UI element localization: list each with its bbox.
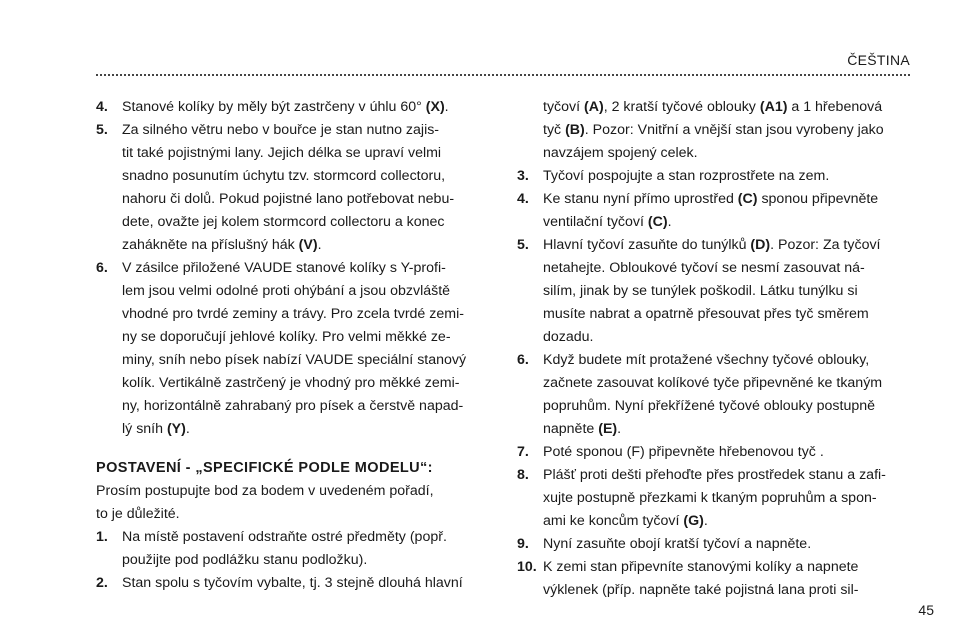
text-line: tyč (B). Pozor: Vnitřní a vnější stan jsou vyrobeny jako — [543, 122, 884, 138]
list-item — [517, 556, 915, 602]
text-line: musíte nabrat a opatrně přesouvat přes tyč směrem — [543, 306, 869, 322]
item-number: 5. — [517, 237, 529, 253]
text-line: Nyní zasuňte obojí kratší tyčoví a napněte. — [543, 536, 812, 552]
text-line: Za silného větru nebo v bouřce je stan nutno zajis- — [122, 122, 440, 138]
text-line: ventilační tyčoví (C). — [543, 214, 672, 230]
text-line: Plášť proti dešti přehoďte přes prostředek stanu a zafi- — [543, 467, 886, 483]
text-line: Stanové kolíky by měly být zastrčeny v úhlu 60° (X). — [122, 99, 449, 115]
instructions-list-top — [96, 96, 494, 441]
list-item — [517, 441, 915, 464]
section-intro — [96, 480, 494, 526]
item-number: 8. — [517, 467, 529, 483]
text-line: kolík. Vertikálně zastrčený je vhodný pro měkké zemi- — [122, 375, 460, 391]
list-item — [96, 96, 494, 119]
text-line: popruhům. Nyní překřížené tyčové oblouky postupně — [543, 398, 876, 414]
text-line: Ke stanu nyní přímo uprostřed (C) sponou připevněte — [543, 191, 879, 207]
text-line: K zemi stan připevníte stanovými kolíky a napnete — [543, 559, 859, 575]
text-line: Poté sponou (F) připevněte hřebenovou tyč . — [543, 444, 824, 460]
text-line: dozadu. — [543, 329, 594, 345]
text-line: zahákněte na příslušný hák (V). — [122, 237, 322, 253]
item-number: 4. — [96, 99, 108, 115]
item-number: 9. — [517, 536, 529, 552]
item-number: 1. — [96, 529, 108, 545]
text-line: to je důležité. — [96, 506, 180, 522]
text-line: použijte pod podlážku stanu podložku). — [122, 552, 368, 568]
section-heading: POSTAVENÍ - „SPECIFICKÉ PODLE MODELU“: — [96, 460, 433, 476]
list-item — [96, 257, 494, 441]
item-number: 6. — [517, 352, 529, 368]
item-number: 7. — [517, 444, 529, 460]
list-item — [517, 234, 915, 349]
text-line: lý sníh (Y). — [122, 421, 190, 437]
item-number: 5. — [96, 122, 108, 138]
text-line: navzájem spojený celek. — [543, 145, 698, 161]
text-line: ny se doporučují jehlové kolíky. Pro velmi měkké ze- — [122, 329, 451, 345]
text-line: Prosím postupujte bod za bodem v uvedeném pořadí, — [96, 483, 434, 499]
list-item — [517, 349, 915, 441]
text-line: xujte postupně přezkami k tkaným popruhům a spon- — [543, 490, 877, 506]
dotted-divider — [96, 74, 910, 76]
item-number: 10. — [517, 559, 537, 575]
text-line: Na místě postavení odstraňte ostré předměty (popř. — [122, 529, 447, 545]
text-line: tyčoví (A), 2 kratší tyčové oblouky (A1) a 1 hřebenová — [543, 99, 883, 115]
text-line: výklenek (příp. napněte také pojistná lana proti sil- — [543, 582, 859, 598]
continued-item-text — [517, 96, 915, 165]
text-line: ny, horizontálně zahrabaný pro písek a čerstvě napad- — [122, 398, 464, 414]
list-item — [517, 533, 915, 556]
language-label: ČEŠTINA — [847, 52, 910, 68]
item-number: 6. — [96, 260, 108, 276]
instructions-list-right — [517, 165, 915, 602]
text-line: netahejte. Obloukové tyčoví se nesmí zasouvat ná- — [543, 260, 865, 276]
text-line: Stan spolu s tyčovím vybalte, tj. 3 stejně dlouhá hlavní — [122, 575, 463, 591]
list-item — [517, 188, 915, 234]
text-line: lem jsou velmi odolné proti ohýbání a jsou obzvláště — [122, 283, 451, 299]
text-line: nahoru či dolů. Pokud pojistné lano potřebovat nebu- — [122, 191, 455, 207]
instructions-list-bottom — [96, 526, 494, 595]
right-column — [517, 96, 915, 602]
text-line: snadno posunutím úchytu tzv. stormcord collectoru, — [122, 168, 446, 184]
text-line: vhodné pro tvrdé zeminy a trávy. Pro zcela tvrdé zemi- — [122, 306, 464, 322]
text-line: ami ke koncům tyčoví (G). — [543, 513, 708, 529]
list-item — [96, 526, 494, 572]
list-item — [517, 464, 915, 533]
page-number: 45 — [918, 602, 934, 618]
text-line: silím, jinak by se tunýlek poškodil. Látku tunýlku si — [543, 283, 858, 299]
text-line: napněte (E). — [543, 421, 622, 437]
list-item — [96, 119, 494, 257]
item-number: 3. — [517, 168, 529, 184]
left-column — [96, 96, 494, 595]
text-line: V zásilce přiložené VAUDE stanové kolíky s Y-profi- — [122, 260, 446, 276]
text-line: tit také pojistnými lany. Jejich délka se upraví velmi — [122, 145, 442, 161]
text-line: miny, sníh nebo písek nabízí VAUDE speciální stanový — [122, 352, 467, 368]
list-item — [517, 165, 915, 188]
item-number: 2. — [96, 575, 108, 591]
text-line: začnete zasouvat kolíkové tyče připevněné ke tkaným — [543, 375, 883, 391]
text-line: dete, ovažte jej kolem stormcord collectoru a konec — [122, 214, 445, 230]
item-number: 4. — [517, 191, 529, 207]
text-line: Tyčoví pospojujte a stan rozprostřete na zem. — [543, 168, 830, 184]
text-line: Když budete mít protažené všechny tyčové oblouky, — [543, 352, 870, 368]
list-item — [96, 572, 494, 595]
text-line: Hlavní tyčoví zasuňte do tunýlků (D). Pozor: Za tyčoví — [543, 237, 881, 253]
